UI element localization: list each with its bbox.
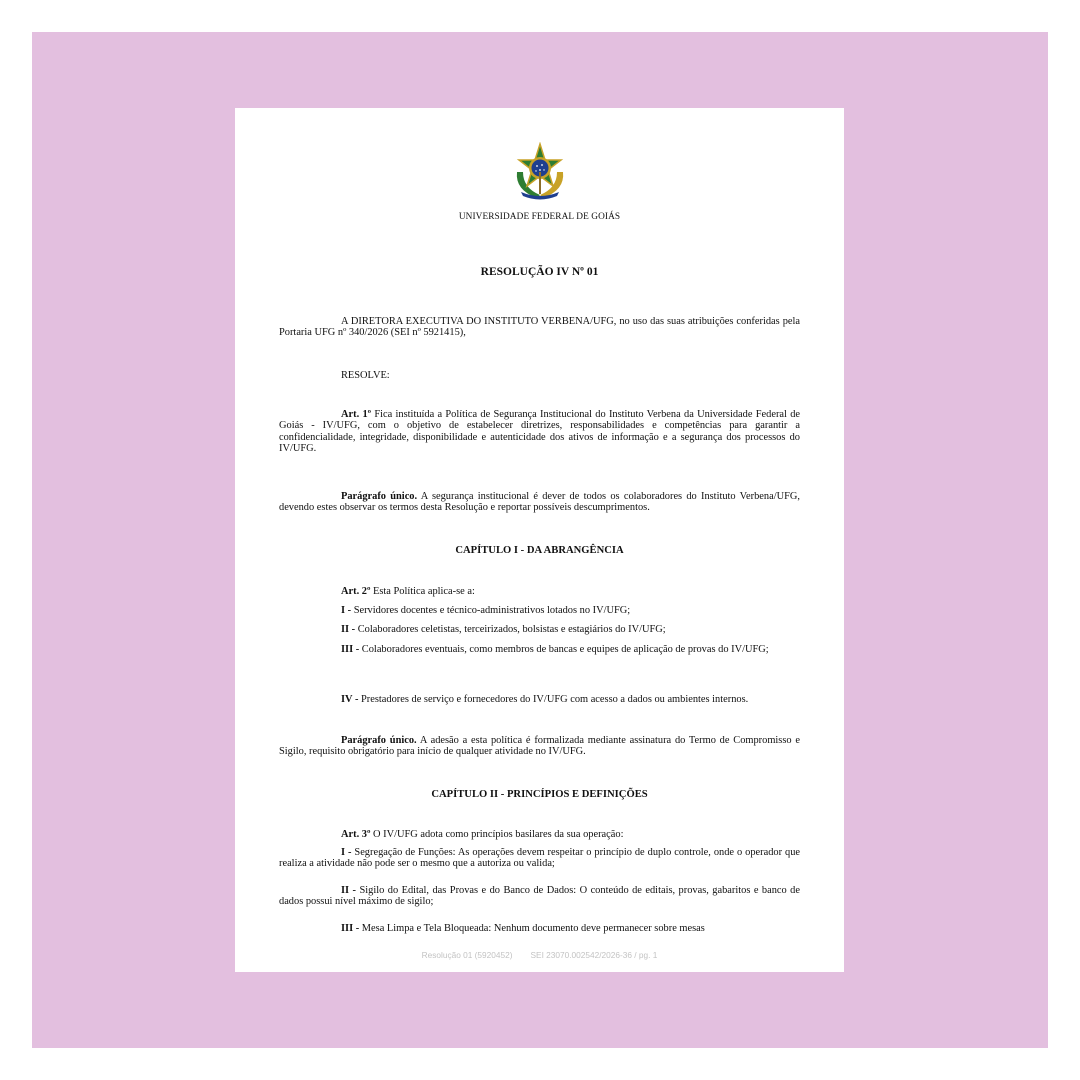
item-label: IV - — [341, 694, 359, 705]
article-2-item-3 — [279, 644, 800, 655]
document-title: RESOLUÇÃO IV Nº 01 — [480, 266, 599, 278]
item-text: Segregação de Funções: As operações devem respeitar o princípio de duplo controle, onde o operador que realiza a atividade não pode ser o mesmo que a autoriza ou valida; — [279, 847, 800, 870]
chapter-1-heading: CAPÍTULO I - DA ABRANGÊNCIA — [455, 545, 624, 556]
page-footer — [235, 950, 844, 960]
article-3 — [279, 829, 800, 840]
paragraph-2 — [279, 735, 800, 758]
article-2 — [279, 586, 800, 597]
item-text: Servidores docentes e técnico-administrativos lotados no IV/UFG; — [351, 605, 631, 616]
article-2-label: Art. 2º — [341, 586, 371, 597]
item-text: Colaboradores celetistas, terceirizados, bolsistas e estagiários do IV/UFG; — [355, 624, 666, 635]
article-2-item-1 — [279, 605, 800, 616]
item-label: I - — [341, 605, 352, 616]
article-1-label: Art. 1º — [341, 409, 372, 420]
paragraph-1 — [279, 491, 800, 514]
article-1 — [279, 409, 800, 454]
paragraph-1-label: Parágrafo único. — [341, 491, 418, 502]
article-3-item-1 — [279, 847, 800, 870]
footer-sei-ref: SEI 23070.002542/2026-36 / pg. 1 — [530, 950, 658, 960]
article-3-text: O IV/UFG adota como princípios basilares da sua operação: — [370, 829, 624, 840]
article-3-item-3 — [279, 923, 800, 934]
item-label: II - — [341, 624, 356, 635]
article-1-text: Fica instituída a Política de Segurança Institucional do Instituto Verbena da Universidade Federal de Goiás - IV/UFG, com o objetivo de estabelecer diretrizes, responsabilidades e competências para garantir a confidencialidade, integridade, disponibilidade e autenticidade dos ativos de informação e a segurança dos processos do IV/UFG. — [279, 409, 801, 454]
document-page — [235, 108, 844, 972]
chapter-2-heading: CAPÍTULO II - PRINCÍPIOS E DEFINIÇÕES — [431, 789, 648, 800]
item-label: I - — [341, 847, 352, 858]
institution-name: UNIVERSIDADE FEDERAL DE GOIÁS — [458, 212, 621, 222]
paragraph-2-label: Parágrafo único. — [341, 735, 417, 746]
article-3-item-2 — [279, 885, 800, 908]
paragraph-2-text: A adesão a esta política é formalizada mediante assinatura do Termo de Compromisso e Sigilo, requisito obrigatório para início de qualquer atividade no IV/UFG. — [279, 735, 800, 758]
item-text: Mesa Limpa e Tela Bloqueada: Nenhum documento deve permanecer sobre mesas — [359, 923, 705, 934]
article-3-label: Art. 3º — [341, 829, 371, 840]
resolve-line: RESOLVE: — [341, 370, 390, 381]
preamble-paragraph: A DIRETORA EXECUTIVA DO INSTITUTO VERBENA/UFG, no uso das suas atribuições conferidas pela Portaria UFG nº 340/2026 (SEI nº 5921415), — [279, 316, 800, 339]
article-2-item-4 — [279, 694, 800, 705]
item-text: Prestadores de serviço e fornecedores do IV/UFG com acesso a dados ou ambientes internos. — [358, 694, 749, 705]
brazil-coat-of-arms-icon — [507, 142, 573, 202]
item-label: III - — [341, 644, 360, 655]
item-label: III - — [341, 923, 360, 934]
item-label: II - — [341, 885, 357, 896]
article-2-text: Esta Política aplica-se a: — [370, 586, 475, 597]
paragraph-1-text: A segurança institucional é dever de todos os colaboradores do Instituto Verbena/UFG, devendo estes observar os termos desta Resolução e reportar possíveis descumprimentos. — [279, 491, 800, 514]
article-2-item-2 — [279, 624, 800, 635]
footer-doc-ref: Resolução 01 (5920452) — [421, 950, 513, 960]
item-text: Sigilo do Edital, das Provas e do Banco de Dados: O conteúdo de editais, provas, gabaritos e banco de dados possui nível máximo de sigilo; — [279, 885, 800, 908]
item-text: Colaboradores eventuais, como membros de bancas e equipes de aplicação de provas do IV/UFG; — [359, 644, 769, 655]
